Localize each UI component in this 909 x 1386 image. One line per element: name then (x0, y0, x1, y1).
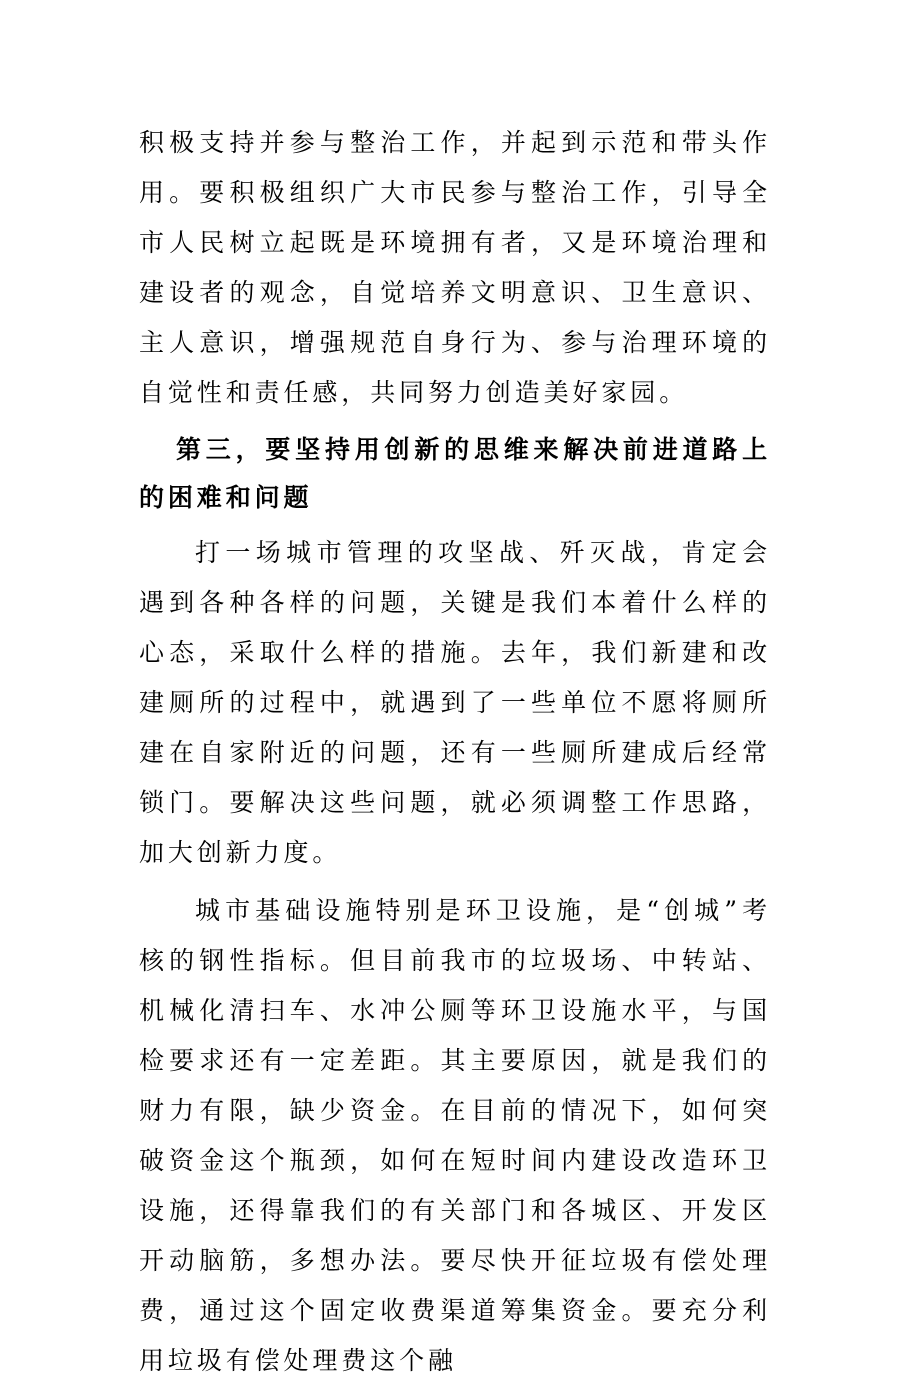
document-body (139, 118, 771, 1386)
paragraph-1: 积极支持并参与整治工作，并起到示范和带头作用。要积极组织广大市民参与整治工作，引导全市人民树立起既是环境拥有者，又是环境治理和建设者的观念，自觉培养文明意识、卫生意识、主人意识，增强规范自身行为、参与治理环境的自觉性和责任感，共同努力创造美好家园。 (139, 128, 771, 407)
paragraph-3: 城市基础设施特别是环卫设施，是“创城”考核的钢性指标。但目前我市的垃圾场、中转站、机械化清扫车、水冲公厕等环卫设施水平，与国检要求还有一定差距。其主要原因，就是我们的财力有限，缺少资金。在目前的情况下，如何突破资金这个瓶颈，如何在短时间内建设改造环卫设施，还得靠我们的有关部门和各城区、开发区开动脑筋，多想办法。要尽快开征垃圾有偿处理费，通过这个固定收费渠道筹集资金。要充分利用垃圾有偿处理费这个融 (139, 896, 771, 1375)
section-heading-3: 第三，要坚持用创新的思维来解决前进道路上的困难和问题 (139, 435, 771, 512)
paragraph-2: 打一场城市管理的攻坚战、歼灭战，肯定会遇到各种各样的问题，关键是我们本着什么样的心态，采取什么样的措施。去年，我们新建和改建厕所的过程中，就遇到了一些单位不愿将厕所建在自家附近的问题，还有一些厕所建成后经常锁门。要解决这些问题，就必须调整工作思路，加大创新力度。 (139, 538, 771, 867)
